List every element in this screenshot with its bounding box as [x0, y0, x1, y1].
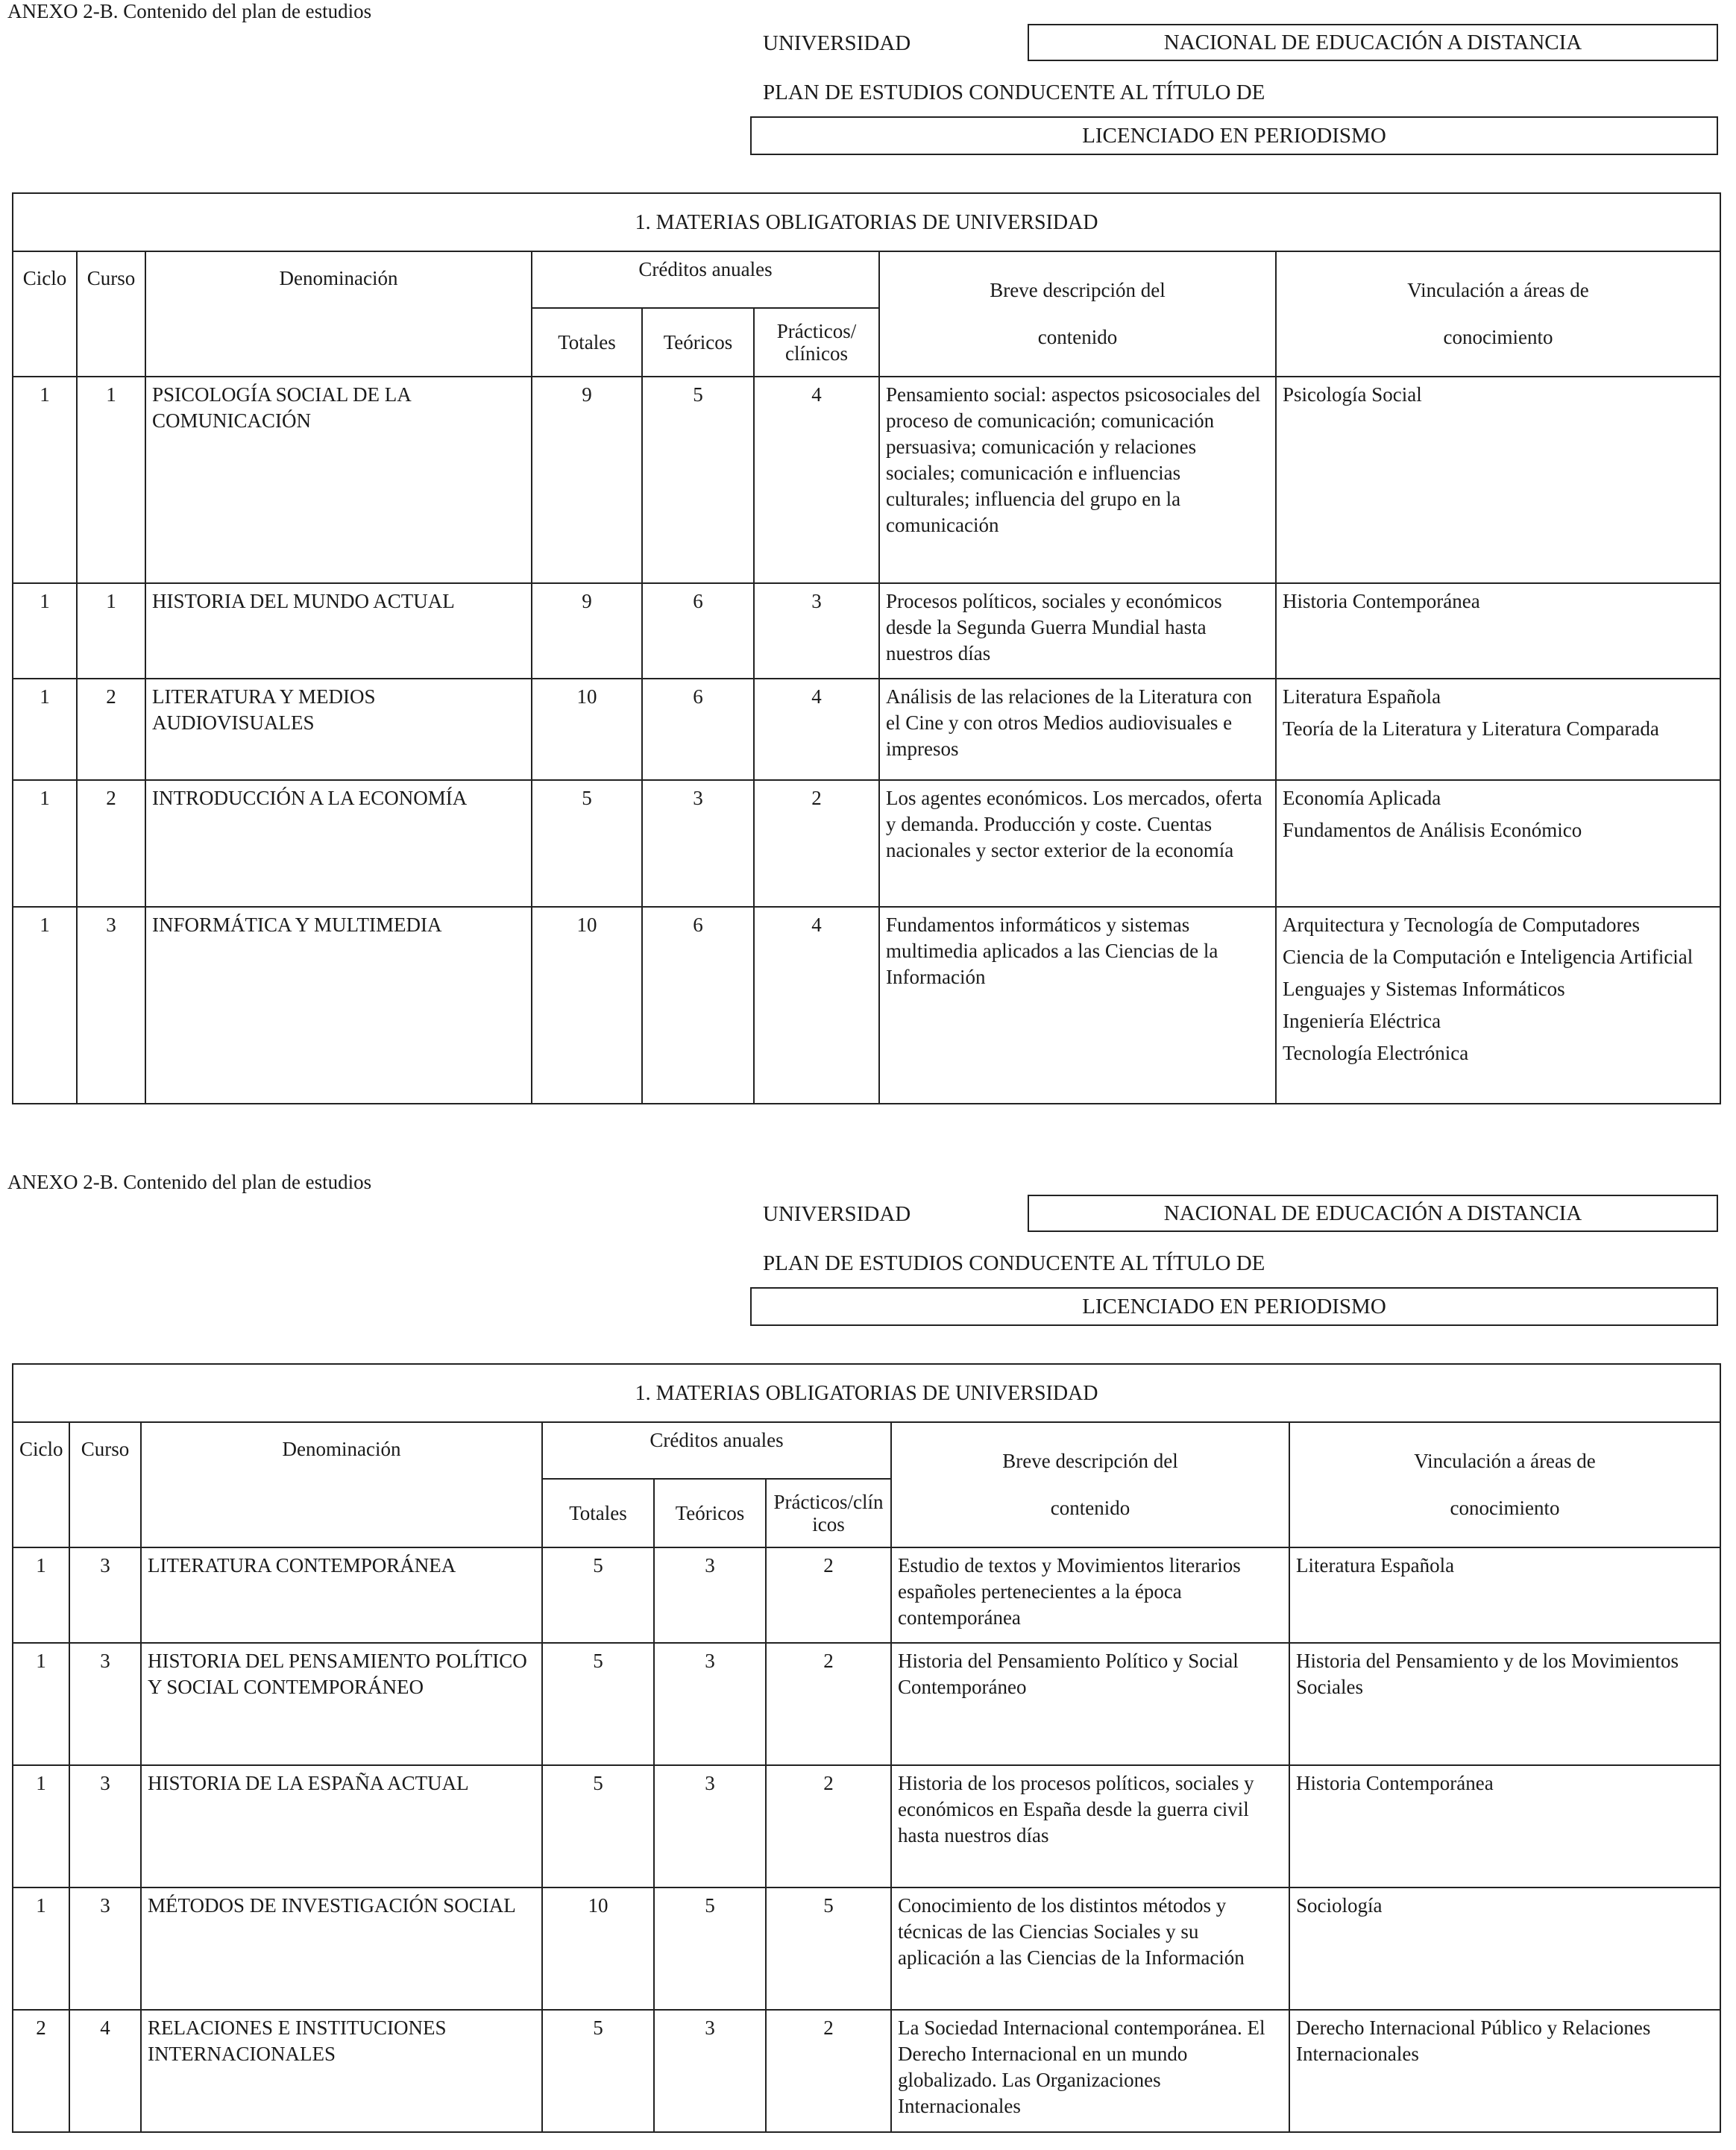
cell-practicos: 4: [754, 679, 879, 780]
area-item: Historia del Pensamiento y de los Movimientos Sociales: [1296, 1650, 1679, 1698]
area-item: Lenguajes y Sistemas Informáticos: [1283, 978, 1565, 1000]
degree-name: LICENCIADO EN PERIODISMO: [1082, 1294, 1386, 1318]
cell-ciclo: 1: [13, 377, 77, 583]
area-item: Derecho Internacional Público y Relaciones Internacionales: [1296, 2017, 1651, 2065]
area-item: Historia Contemporánea: [1296, 1772, 1494, 1794]
university-label: UNIVERSIDAD: [763, 1202, 911, 1226]
cell-totales: 5: [542, 1765, 654, 1887]
cell-descripcion: Los agentes económicos. Los mercados, oferta y demanda. Producción y coste. Cuentas nacionales y sector exterior de la economía: [879, 780, 1276, 907]
table-row: [13, 1887, 1720, 2010]
cell-curso: 2: [77, 780, 145, 907]
header-ciclo: Ciclo: [13, 1422, 69, 1547]
cell-teoricos: 3: [642, 780, 754, 907]
cell-areas: [1289, 1643, 1720, 1765]
header-denominacion: Denominación: [141, 1422, 542, 1547]
header-vinculacion-line1: Vinculación a áreas de: [1414, 1450, 1596, 1472]
header-curso: Curso: [77, 251, 145, 377]
plan-label: PLAN DE ESTUDIOS CONDUCENTE AL TÍTULO DE: [763, 81, 1265, 104]
cell-totales: 9: [532, 583, 642, 679]
header-practicos: Prácticos/ clínicos: [754, 308, 879, 377]
cell-teoricos: 5: [654, 1887, 766, 2010]
cell-curso: 3: [69, 1643, 141, 1765]
cell-denominacion: LITERATURA Y MEDIOS AUDIOVISUALES: [145, 679, 532, 780]
header-descripcion-line1: Breve descripción del: [1002, 1450, 1178, 1472]
table-row: [13, 780, 1720, 907]
plan-section: [0, 1171, 1736, 2150]
cell-teoricos: 6: [642, 679, 754, 780]
cell-denominacion: INTRODUCCIÓN A LA ECONOMÍA: [145, 780, 532, 907]
cell-curso: 3: [69, 1547, 141, 1643]
cell-curso: 3: [69, 1765, 141, 1887]
cell-practicos: 2: [766, 1547, 891, 1643]
header-descripcion: [879, 251, 1276, 377]
header-vinculacion-line2: conocimiento: [1443, 326, 1553, 348]
cell-ciclo: 1: [13, 679, 77, 780]
cell-areas: [1276, 583, 1720, 679]
cell-teoricos: 3: [654, 1765, 766, 1887]
header-denominacion: Denominación: [145, 251, 532, 377]
header-vinculacion: [1289, 1422, 1720, 1547]
cell-teoricos: 5: [642, 377, 754, 583]
header-curso: Curso: [69, 1422, 141, 1547]
header-descripcion: [891, 1422, 1289, 1547]
table-title: 1. MATERIAS OBLIGATORIAS DE UNIVERSIDAD: [13, 193, 1720, 251]
cell-areas: [1289, 1765, 1720, 1887]
university-name: NACIONAL DE EDUCACIÓN A DISTANCIA: [1163, 1201, 1582, 1225]
cell-ciclo: 1: [13, 583, 77, 679]
cell-curso: 3: [77, 907, 145, 1104]
area-item: Historia Contemporánea: [1283, 590, 1480, 612]
cell-descripcion: Conocimiento de los distintos métodos y técnicas de las Ciencias Sociales y su aplicación a las Ciencias de la Información: [891, 1887, 1289, 2010]
cell-descripcion: Fundamentos informáticos y sistemas multimedia aplicados a las Ciencias de la Información: [879, 907, 1276, 1104]
table-title: 1. MATERIAS OBLIGATORIAS DE UNIVERSIDAD: [13, 1364, 1720, 1422]
cell-teoricos: 6: [642, 583, 754, 679]
header-vinculacion: [1276, 251, 1720, 377]
area-item: Economía Aplicada: [1283, 787, 1441, 809]
cell-curso: 2: [77, 679, 145, 780]
cell-ciclo: 1: [13, 1887, 69, 2010]
cell-practicos: 2: [766, 1643, 891, 1765]
header-totales: Totales: [532, 308, 642, 377]
cell-practicos: 4: [754, 907, 879, 1104]
cell-practicos: 4: [754, 377, 879, 583]
table-row: [13, 377, 1720, 583]
area-item: Literatura Española: [1296, 1554, 1455, 1577]
cell-areas: [1289, 2010, 1720, 2132]
table-row: [13, 1765, 1720, 1887]
cell-teoricos: 3: [654, 1547, 766, 1643]
cell-denominacion: RELACIONES E INSTITUCIONES INTERNACIONALES: [141, 2010, 542, 2132]
area-item: Psicología Social: [1283, 383, 1422, 406]
table-row: [13, 2010, 1720, 2132]
cell-descripcion: Estudio de textos y Movimientos literarios españoles pertenecientes a la época contemporánea: [891, 1547, 1289, 1643]
cell-curso: 1: [77, 583, 145, 679]
cell-totales: 10: [532, 907, 642, 1104]
area-item: Arquitectura y Tecnología de Computadores: [1283, 914, 1640, 936]
cell-totales: 5: [542, 1643, 654, 1765]
cell-denominacion: PSICOLOGÍA SOCIAL DE LA COMUNICACIÓN: [145, 377, 532, 583]
annex-title: ANEXO 2-B. Contenido del plan de estudios: [7, 0, 372, 22]
header-vinculacion-line1: Vinculación a áreas de: [1407, 279, 1589, 301]
cell-descripcion: Pensamiento social: aspectos psicosociales del proceso de comunicación; comunicación persuasiva; comunicación y relaciones sociales; comunicación e influencias culturales; influencia del grupo en la comunicación: [879, 377, 1276, 583]
cell-descripcion: Historia de los procesos políticos, sociales y económicos en España desde la guerra civil hasta nuestros días: [891, 1765, 1289, 1887]
subjects-table: [12, 192, 1721, 1104]
area-item: Ciencia de la Computación e Inteligencia Artificial: [1283, 946, 1693, 968]
cell-areas: [1276, 377, 1720, 583]
cell-totales: 9: [532, 377, 642, 583]
table-row: [13, 907, 1720, 1104]
cell-areas: [1289, 1887, 1720, 2010]
degree-name: LICENCIADO EN PERIODISMO: [1082, 123, 1386, 148]
cell-practicos: 2: [766, 2010, 891, 2132]
degree-box: [750, 1287, 1718, 1326]
header-practicos: Prácticos/clínicos: [766, 1479, 891, 1547]
cell-totales: 5: [542, 2010, 654, 2132]
cell-denominacion: MÉTODOS DE INVESTIGACIÓN SOCIAL: [141, 1887, 542, 2010]
table-row: [13, 679, 1720, 780]
cell-practicos: 5: [766, 1887, 891, 2010]
header-totales: Totales: [542, 1479, 654, 1547]
area-item: Teoría de la Literatura y Literatura Comparada: [1283, 717, 1659, 740]
cell-descripcion: Historia del Pensamiento Político y Social Contemporáneo: [891, 1643, 1289, 1765]
cell-practicos: 2: [754, 780, 879, 907]
cell-descripcion: Procesos políticos, sociales y económicos desde la Segunda Guerra Mundial hasta nuestros días: [879, 583, 1276, 679]
cell-practicos: 2: [766, 1765, 891, 1887]
cell-denominacion: HISTORIA DEL MUNDO ACTUAL: [145, 583, 532, 679]
cell-areas: [1289, 1547, 1720, 1643]
header-teoricos: Teóricos: [642, 308, 754, 377]
cell-denominacion: LITERATURA CONTEMPORÁNEA: [141, 1547, 542, 1643]
header-teoricos: Teóricos: [654, 1479, 766, 1547]
header-vinculacion-line2: conocimiento: [1450, 1497, 1560, 1519]
area-item: Ingeniería Eléctrica: [1283, 1010, 1441, 1032]
cell-areas: [1276, 780, 1720, 907]
cell-denominacion: HISTORIA DE LA ESPAÑA ACTUAL: [141, 1765, 542, 1887]
area-item: Tecnología Electrónica: [1283, 1042, 1469, 1064]
university-name: NACIONAL DE EDUCACIÓN A DISTANCIA: [1163, 30, 1582, 54]
cell-ciclo: 2: [13, 2010, 69, 2132]
university-label: UNIVERSIDAD: [763, 31, 911, 55]
university-name-box: [1028, 1195, 1718, 1232]
header-creditos: Créditos anuales: [532, 251, 879, 308]
header-descripcion-line2: contenido: [1037, 326, 1118, 348]
cell-teoricos: 3: [654, 1643, 766, 1765]
cell-teoricos: 6: [642, 907, 754, 1104]
cell-denominacion: HISTORIA DEL PENSAMIENTO POLÍTICO Y SOCIAL CONTEMPORÁNEO: [141, 1643, 542, 1765]
header-descripcion-line2: contenido: [1050, 1497, 1130, 1519]
cell-descripcion: Análisis de las relaciones de la Literatura con el Cine y con otros Medios audiovisuales e impresos: [879, 679, 1276, 780]
cell-curso: 1: [77, 377, 145, 583]
cell-descripcion: La Sociedad Internacional contemporánea. El Derecho Internacional en un mundo globalizado. Las Organizaciones Internacionales: [891, 2010, 1289, 2132]
table-row: [13, 1547, 1720, 1643]
cell-ciclo: 1: [13, 1547, 69, 1643]
cell-teoricos: 3: [654, 2010, 766, 2132]
cell-practicos: 3: [754, 583, 879, 679]
area-item: Sociología: [1296, 1894, 1383, 1917]
degree-box: [750, 116, 1718, 155]
area-item: Literatura Española: [1283, 685, 1441, 708]
cell-ciclo: 1: [13, 1643, 69, 1765]
subjects-table: [12, 1363, 1721, 2133]
cell-ciclo: 1: [13, 1765, 69, 1887]
header-creditos: Créditos anuales: [542, 1422, 891, 1479]
cell-curso: 3: [69, 1887, 141, 2010]
area-item: Fundamentos de Análisis Económico: [1283, 819, 1582, 841]
cell-ciclo: 1: [13, 907, 77, 1104]
header-descripcion-line1: Breve descripción del: [990, 279, 1166, 301]
cell-totales: 10: [532, 679, 642, 780]
annex-title: ANEXO 2-B. Contenido del plan de estudios: [7, 1171, 372, 1193]
cell-ciclo: 1: [13, 780, 77, 907]
cell-areas: [1276, 679, 1720, 780]
cell-totales: 5: [542, 1547, 654, 1643]
plan-label: PLAN DE ESTUDIOS CONDUCENTE AL TÍTULO DE: [763, 1251, 1265, 1275]
table-row: [13, 583, 1720, 679]
cell-totales: 5: [532, 780, 642, 907]
cell-totales: 10: [542, 1887, 654, 2010]
cell-curso: 4: [69, 2010, 141, 2132]
cell-areas: [1276, 907, 1720, 1104]
header-ciclo: Ciclo: [13, 251, 77, 377]
table-row: [13, 1643, 1720, 1765]
cell-denominacion: INFORMÁTICA Y MULTIMEDIA: [145, 907, 532, 1104]
university-name-box: [1028, 24, 1718, 61]
